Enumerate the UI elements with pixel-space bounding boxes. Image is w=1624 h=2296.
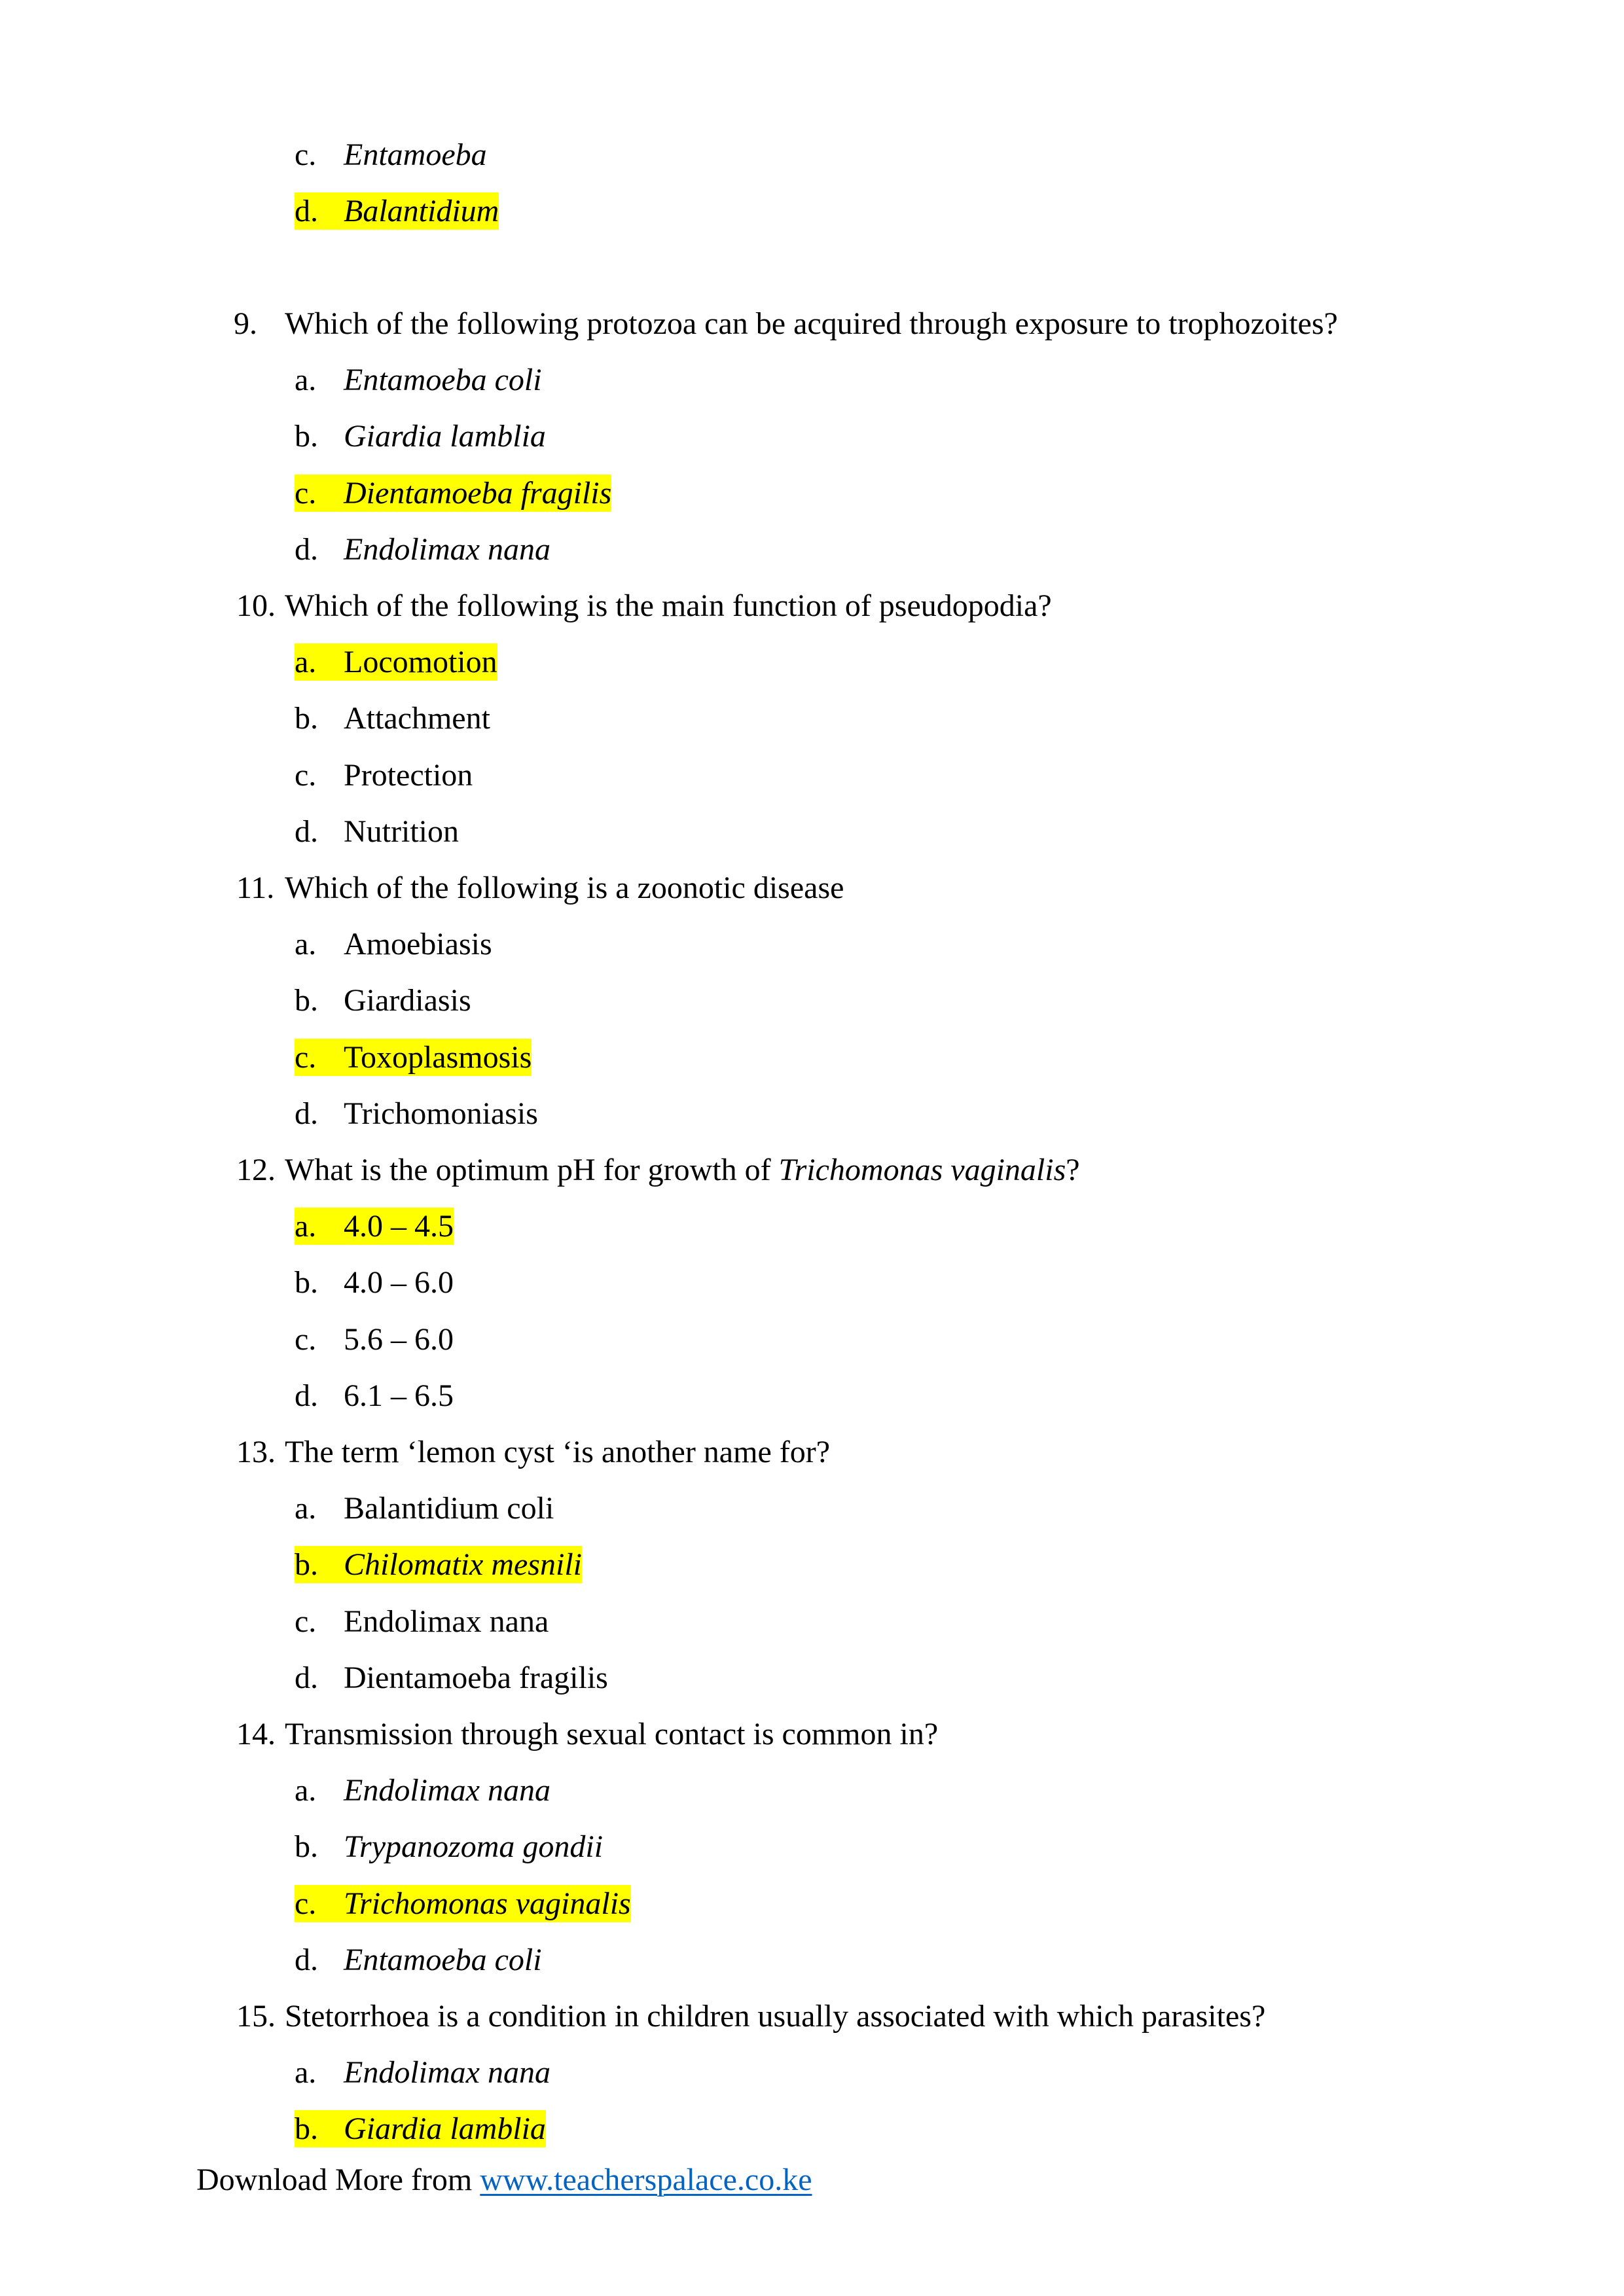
option-box: [295, 1603, 549, 1640]
option-letter: a.: [295, 1209, 317, 1244]
option-text: 4.0 – 6.0: [344, 1265, 454, 1300]
question-text: Which of the following protozoa can be acquired through exposure to trophozoites?: [285, 306, 1338, 341]
question-text-italic: Trichomonas vaginalis: [778, 1153, 1066, 1187]
option-10c: [295, 757, 473, 794]
option-text: Endolimax nana: [344, 2055, 550, 2090]
footer-text: Download More from: [196, 2162, 480, 2197]
option-letter: c.: [295, 758, 317, 793]
option-text: Trichomonas vaginalis: [344, 1886, 631, 1921]
option-letter: c.: [295, 1322, 317, 1357]
highlighted-answer: [295, 192, 499, 230]
highlighted-answer: [295, 2110, 546, 2147]
question-number: 10.: [236, 588, 276, 623]
question-text: Which of the following is the main function of pseudopodia?: [285, 588, 1052, 623]
question-15: [234, 1998, 1265, 2035]
option-box: [295, 982, 471, 1019]
highlighted-answer: [295, 475, 611, 512]
option-text: Trichomoniasis: [344, 1096, 538, 1131]
option-text: Chilomatix mesnili: [344, 1547, 582, 1582]
option-box: [295, 418, 546, 455]
option-14d: [295, 1941, 542, 1979]
option-10a-answer: [295, 643, 497, 681]
question-10: [234, 587, 1052, 624]
option-11b: [295, 982, 471, 1019]
question-14: [234, 1715, 938, 1753]
highlighted-answer: [295, 1885, 631, 1922]
option-text: Entamoeba: [344, 137, 487, 172]
option-letter: c.: [295, 1886, 317, 1921]
option-letter: a.: [295, 363, 317, 397]
option-13c: [295, 1603, 549, 1640]
option-box: [295, 1659, 608, 1696]
option-box: [295, 700, 490, 737]
option-letter: d.: [295, 1378, 318, 1413]
option-letter: d.: [295, 1660, 318, 1695]
option-15a: [295, 2054, 550, 2091]
question-text: Stetorrhoea is a condition in children usually associated with which parasites?: [285, 1999, 1266, 2034]
question-number: 13.: [236, 1435, 276, 1469]
question-9: [234, 305, 1338, 342]
option-10b: [295, 700, 490, 737]
option-text: Amoebiasis: [344, 927, 492, 961]
option-letter: c.: [295, 137, 317, 172]
option-letter: c.: [295, 1040, 317, 1075]
footer-link[interactable]: www.teacherspalace.co.ke: [480, 2162, 812, 2197]
option-text: Endolimax nana: [344, 1773, 550, 1808]
option-13b-answer: [295, 1546, 582, 1583]
option-11a: [295, 925, 492, 963]
question-text: The term ‘lemon cyst ‘is another name for?: [285, 1435, 831, 1469]
option-text: Trypanozoma gondii: [344, 1829, 604, 1864]
question-text-end: ?: [1066, 1153, 1080, 1187]
option-letter: b.: [295, 701, 318, 736]
option-letter: a.: [295, 1491, 317, 1526]
option-letter: c.: [295, 1604, 317, 1639]
option-text: 4.0 – 4.5: [344, 1209, 454, 1244]
option-letter: d.: [295, 194, 318, 228]
question-text: What is the optimum pH for growth of: [285, 1153, 779, 1187]
option-12c: [295, 1321, 454, 1358]
option-text: Giardia lamblia: [344, 419, 546, 454]
highlighted-answer: [295, 1039, 532, 1076]
question-11: [234, 869, 844, 906]
option-letter: d.: [295, 532, 318, 567]
option-box: [295, 1828, 603, 1865]
option-box: [295, 1490, 554, 1527]
option-letter: b.: [295, 2111, 318, 2146]
option-text: Balantidium coli: [344, 1491, 554, 1526]
option-box: [295, 813, 459, 850]
question-number: 14.: [236, 1717, 276, 1751]
option-letter: b.: [295, 983, 318, 1018]
option-8d-answer: [295, 192, 499, 230]
question-text: Which of the following is a zoonotic disease: [285, 870, 844, 905]
option-15b-answer: [295, 2110, 546, 2147]
highlighted-answer: [295, 643, 497, 681]
option-11c-answer: [295, 1039, 532, 1076]
option-box: [295, 1941, 542, 1979]
option-11d: [295, 1095, 538, 1132]
option-text: Toxoplasmosis: [344, 1040, 532, 1075]
option-letter: b.: [295, 1547, 318, 1582]
option-13d: [295, 1659, 608, 1696]
option-8c: [295, 136, 487, 173]
option-letter: b.: [295, 1265, 318, 1300]
option-box: [295, 136, 487, 173]
highlighted-answer: [295, 1208, 454, 1245]
option-letter: a.: [295, 1773, 317, 1808]
option-text: 5.6 – 6.0: [344, 1322, 454, 1357]
question-13: [234, 1433, 830, 1471]
option-text: Nutrition: [344, 814, 459, 849]
highlighted-answer: [295, 1546, 582, 1583]
option-box: [295, 531, 550, 568]
footer: [196, 2161, 812, 2198]
option-box: [295, 1377, 454, 1414]
question-12: [234, 1151, 1080, 1189]
option-letter: b.: [295, 1829, 318, 1864]
question-text: Transmission through sexual contact is common in?: [285, 1717, 939, 1751]
option-9b: [295, 418, 546, 455]
option-text: Giardia lamblia: [344, 2111, 546, 2146]
option-letter: a.: [295, 2055, 317, 2090]
option-letter: a.: [295, 927, 317, 961]
option-box: [295, 925, 492, 963]
option-text: Dientamoeba fragilis: [344, 1660, 608, 1695]
option-box: [295, 361, 542, 399]
option-14b: [295, 1828, 603, 1865]
option-text: Balantidium: [344, 194, 499, 228]
option-text: 6.1 – 6.5: [344, 1378, 454, 1413]
option-text: Giardiasis: [344, 983, 471, 1018]
option-12b: [295, 1264, 454, 1301]
option-12d: [295, 1377, 454, 1414]
option-letter: d.: [295, 1943, 318, 1977]
option-14c-answer: [295, 1885, 631, 1922]
option-9a: [295, 361, 542, 399]
question-number: 11.: [236, 870, 275, 905]
question-number: 15.: [236, 1999, 276, 2034]
option-10d: [295, 813, 459, 850]
option-text: Attachment: [344, 701, 490, 736]
option-letter: c.: [295, 476, 317, 511]
option-letter: d.: [295, 1096, 318, 1131]
option-text: Dientamoeba fragilis: [344, 476, 612, 511]
option-12a-answer: [295, 1208, 454, 1245]
option-box: [295, 1772, 550, 1809]
option-box: [295, 757, 473, 794]
option-text: Entamoeba coli: [344, 363, 542, 397]
option-9c-answer: [295, 475, 611, 512]
option-14a: [295, 1772, 550, 1809]
option-text: Protection: [344, 758, 473, 793]
option-9d: [295, 531, 550, 568]
option-box: [295, 2054, 550, 2091]
question-number: 12.: [236, 1153, 276, 1187]
option-text: Entamoeba coli: [344, 1943, 542, 1977]
option-text: Endolimax nana: [344, 532, 550, 567]
option-letter: d.: [295, 814, 318, 849]
option-box: [295, 1264, 454, 1301]
question-number: 9.: [234, 306, 257, 341]
option-letter: a.: [295, 645, 317, 679]
option-box: [295, 1095, 538, 1132]
option-letter: b.: [295, 419, 318, 454]
option-text: Locomotion: [344, 645, 497, 679]
option-13a: [295, 1490, 554, 1527]
option-box: [295, 1321, 454, 1358]
option-text: Endolimax nana: [344, 1604, 549, 1639]
